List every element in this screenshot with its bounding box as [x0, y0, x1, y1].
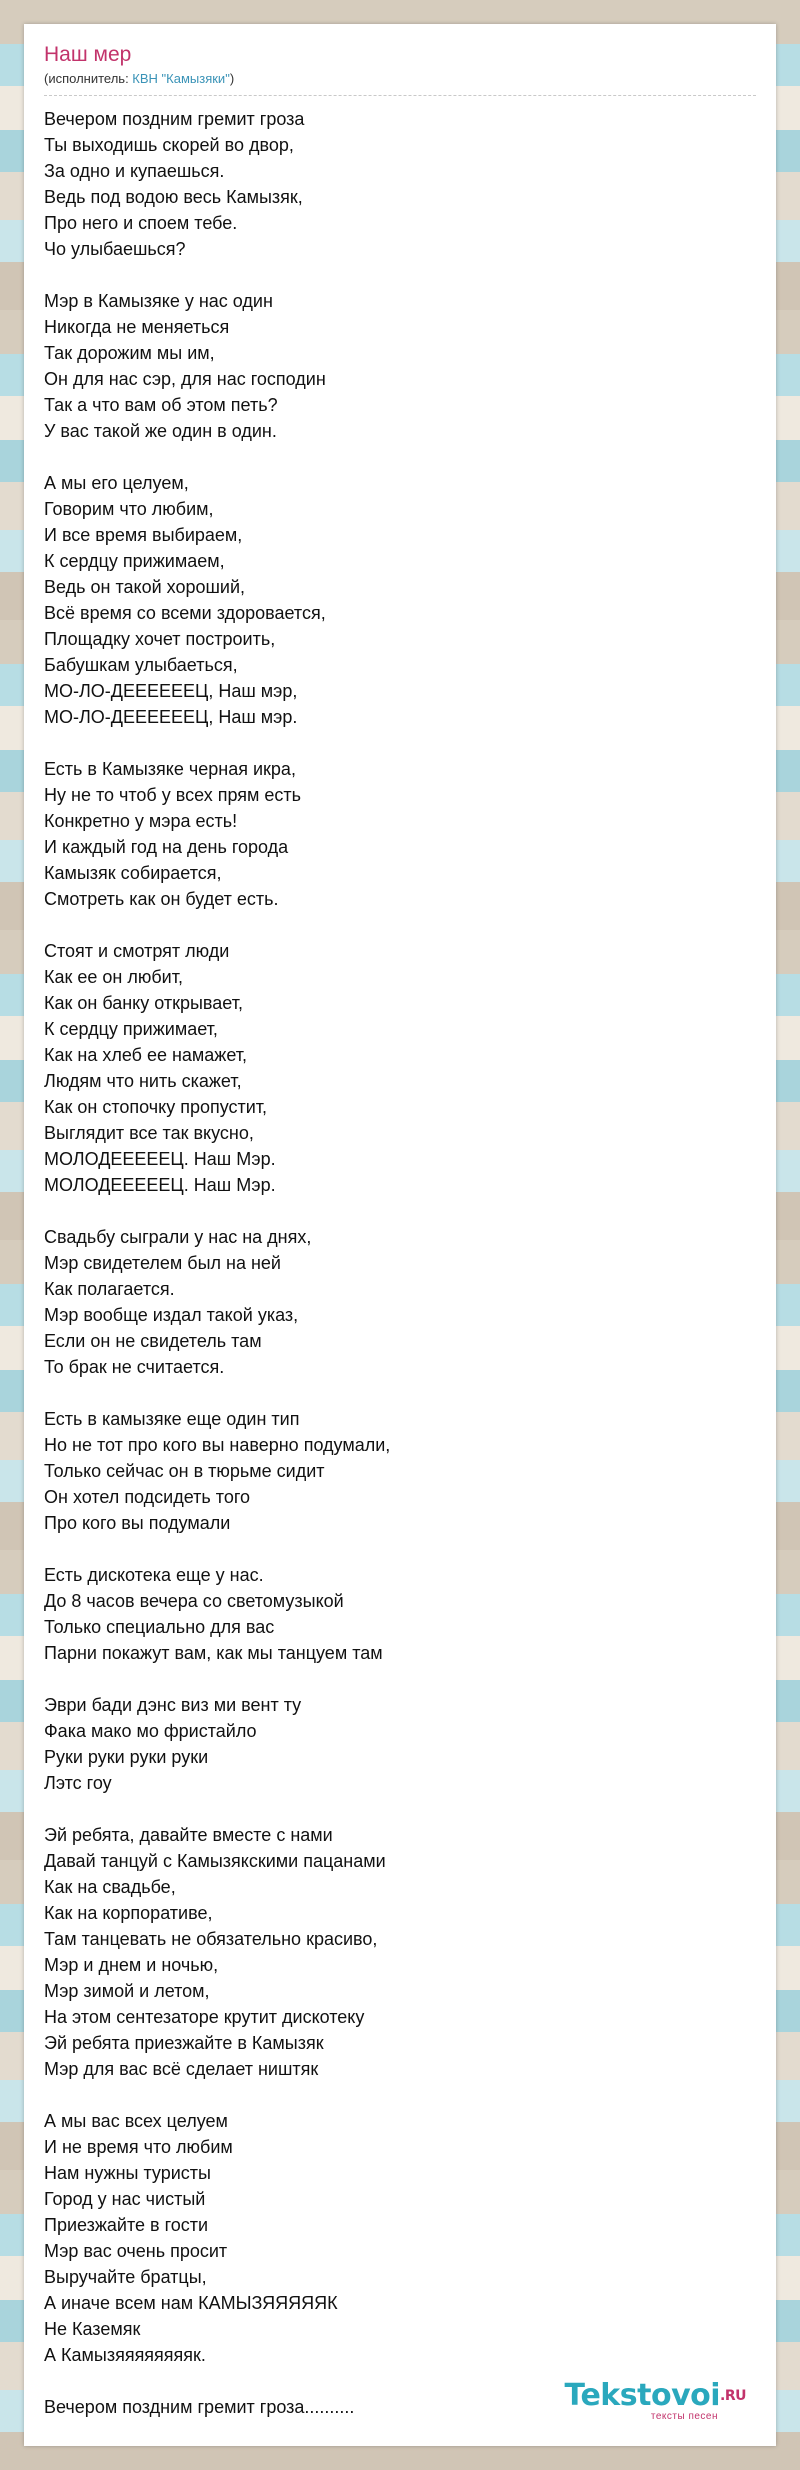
lyrics-stanza	[44, 938, 756, 1198]
lyrics-line: А иначе всем нам КАМЫЗЯЯЯЯЯК	[44, 2293, 338, 2313]
lyrics-line: Мэр зимой и летом,	[44, 1981, 210, 2001]
lyrics-line: И каждый год на день города	[44, 837, 289, 857]
lyrics-stanza	[44, 106, 756, 262]
lyrics-line: Говорим что любим,	[44, 499, 214, 519]
lyrics-line: Приезжайте в гости	[44, 2215, 209, 2235]
lyrics-stanza	[44, 1406, 756, 1536]
lyrics-line: Свадьбу сыграли у нас на днях,	[44, 1227, 312, 1247]
lyrics-line: До 8 часов вечера со светомузыкой	[44, 1591, 344, 1611]
lyrics-stanza	[44, 756, 756, 912]
lyrics-line: Чо улыбаешься?	[44, 239, 186, 259]
lyrics-line: Выглядит все так вкусно,	[44, 1123, 254, 1143]
lyrics-line: МО-ЛО-ДЕЕЕЕЕЕЦ, Наш мэр.	[44, 707, 298, 727]
lyrics-line: Мэр свидетелем был на ней	[44, 1253, 281, 1273]
lyrics-stanza	[44, 2108, 756, 2368]
lyrics-line: А Камызяяяяяяяяк.	[44, 2345, 206, 2365]
artist-prefix: (исполнитель:	[44, 71, 133, 86]
lyrics-line: Как он банку открывает,	[44, 993, 243, 1013]
lyrics-stanza	[44, 1692, 756, 1796]
lyrics-line: Лэтс гоу	[44, 1773, 112, 1793]
lyrics-line: МОЛОДЕЕЕЕЕЦ. Наш Мэр.	[44, 1175, 276, 1195]
lyrics-line: И не время что любим	[44, 2137, 233, 2157]
site-logo[interactable]	[564, 2380, 746, 2422]
lyrics-line: Фака мако мо фристайло	[44, 1721, 257, 1741]
logo-tld: .RU	[720, 2388, 746, 2404]
lyrics-line: Есть дискотека еще у нас.	[44, 1565, 264, 1585]
lyrics-line: Он для нас сэр, для нас господин	[44, 369, 326, 389]
lyrics-line: Руки руки руки руки	[44, 1747, 209, 1767]
lyrics-line: Эври бади дэнс виз ми вент ту	[44, 1695, 302, 1715]
lyrics-stanza	[44, 470, 756, 730]
lyrics-line: Выручайте братцы,	[44, 2267, 207, 2287]
lyrics-line: Всё время со всеми здоровается,	[44, 603, 326, 623]
lyrics-line: МО-ЛО-ДЕЕЕЕЕЕЦ, Наш мэр,	[44, 681, 298, 701]
lyrics-line: Так а что вам об этом петь?	[44, 395, 278, 415]
lyrics-line: Если он не свидетель там	[44, 1331, 262, 1351]
lyrics-line: Мэр вас очень просит	[44, 2241, 228, 2261]
lyrics-line: Только специально для вас	[44, 1617, 275, 1637]
lyrics-line: Людям что нить скажет,	[44, 1071, 242, 1091]
lyrics-line: Про кого вы подумали	[44, 1513, 231, 1533]
artist-suffix: )	[229, 71, 235, 86]
lyrics-line: Мэр для вас всё сделает ништяк	[44, 2059, 319, 2079]
lyrics-line: То брак не считается.	[44, 1357, 225, 1377]
lyrics-line: Как он стопочку пропустит,	[44, 1097, 268, 1117]
lyrics-stanza	[44, 1822, 756, 2082]
title-divider	[44, 95, 756, 96]
lyrics-line: Никогда не меняеться	[44, 317, 230, 337]
lyrics-line: На этом сентезаторе крутит дискотеку	[44, 2007, 365, 2027]
artist-line	[44, 71, 756, 87]
lyrics-line: Там танцевать не обязательно красиво,	[44, 1929, 378, 1949]
lyrics-line: Как ее он любит,	[44, 967, 183, 987]
lyrics-stanza	[44, 1224, 756, 1380]
lyrics-line: А мы его целуем,	[44, 473, 189, 493]
lyrics-line: Ведь он такой хороший,	[44, 577, 246, 597]
lyrics-line: Мэр вообще издал такой указ,	[44, 1305, 299, 1325]
lyrics-line: Эй ребята приезжайте в Камызяк	[44, 2033, 324, 2053]
lyrics-line: Смотреть как он будет есть.	[44, 889, 279, 909]
lyrics-line: Нам нужны туристы	[44, 2163, 211, 2183]
lyrics-line: Про него и споем тебе.	[44, 213, 238, 233]
lyrics-stanza	[44, 288, 756, 444]
lyrics-line: Город у нас чистый	[44, 2189, 206, 2209]
lyrics-line: Парни покажут вам, как мы танцуем там	[44, 1643, 383, 1663]
lyrics-line: Есть в Камызяке черная икра,	[44, 759, 296, 779]
lyrics-line: Ведь под водою весь Камызяк,	[44, 187, 303, 207]
lyrics-line: МОЛОДЕЕЕЕЕЦ. Наш Мэр.	[44, 1149, 276, 1169]
lyrics-line: Бабушкам улыбаеться,	[44, 655, 238, 675]
lyrics-card	[24, 24, 776, 2446]
lyrics-line: За одно и купаешься.	[44, 161, 225, 181]
lyrics-line: У вас такой же один в один.	[44, 421, 277, 441]
lyrics-line: Мэр и днем и ночью,	[44, 1955, 219, 1975]
lyrics-line: Давай танцуй с Камызякскими пацанами	[44, 1851, 386, 1871]
lyrics-line: Как на корпоративе,	[44, 1903, 213, 1923]
lyrics-line: Конкретно у мэра есть!	[44, 811, 238, 831]
lyrics-line: Как полагается.	[44, 1279, 175, 1299]
lyrics-line: Не Каземяк	[44, 2319, 141, 2339]
lyrics-line: Вечером поздним гремит гроза	[44, 109, 305, 129]
lyrics-line: И все время выбираем,	[44, 525, 243, 545]
lyrics-line: Камызяк собирается,	[44, 863, 222, 883]
logo-tagline: тексты песен	[650, 2411, 718, 2422]
lyrics-line: А мы вас всех целуем	[44, 2111, 228, 2131]
lyrics-stanza	[44, 1562, 756, 1666]
song-title: Наш мер	[44, 43, 132, 66]
lyrics-line: Только сейчас он в тюрьме сидит	[44, 1461, 325, 1481]
lyrics-line: Как на хлеб ее намажет,	[44, 1045, 248, 1065]
lyrics-line: Есть в камызяке еще один тип	[44, 1409, 300, 1429]
lyrics-line: Площадку хочет построить,	[44, 629, 276, 649]
lyrics-line: К сердцу прижимает,	[44, 1019, 218, 1039]
lyrics-line: Но не тот про кого вы наверно подумали,	[44, 1435, 391, 1455]
lyrics-line: Он хотел подсидеть того	[44, 1487, 251, 1507]
lyrics-line: Ты выходишь скорей во двор,	[44, 135, 294, 155]
lyrics-line: Стоят и смотрят люди	[44, 941, 230, 961]
lyrics-line: Ну не то чтоб у всех прям есть	[44, 785, 302, 805]
lyrics-line: Эй ребята, давайте вместе с нами	[44, 1825, 333, 1845]
lyrics-line: Мэр в Камызяке у нас один	[44, 291, 273, 311]
lyrics-line: Как на свадьбе,	[44, 1877, 176, 1897]
artist-link[interactable]: КВН "Камызяки"	[132, 71, 230, 86]
lyrics-line: Вечером поздним гремит гроза..........	[44, 2397, 355, 2417]
lyrics-body	[44, 106, 756, 2420]
lyrics-line: Так дорожим мы им,	[44, 343, 215, 363]
logo-name: Tekstovoi	[564, 2378, 721, 2413]
lyrics-line: К сердцу прижимаем,	[44, 551, 225, 571]
